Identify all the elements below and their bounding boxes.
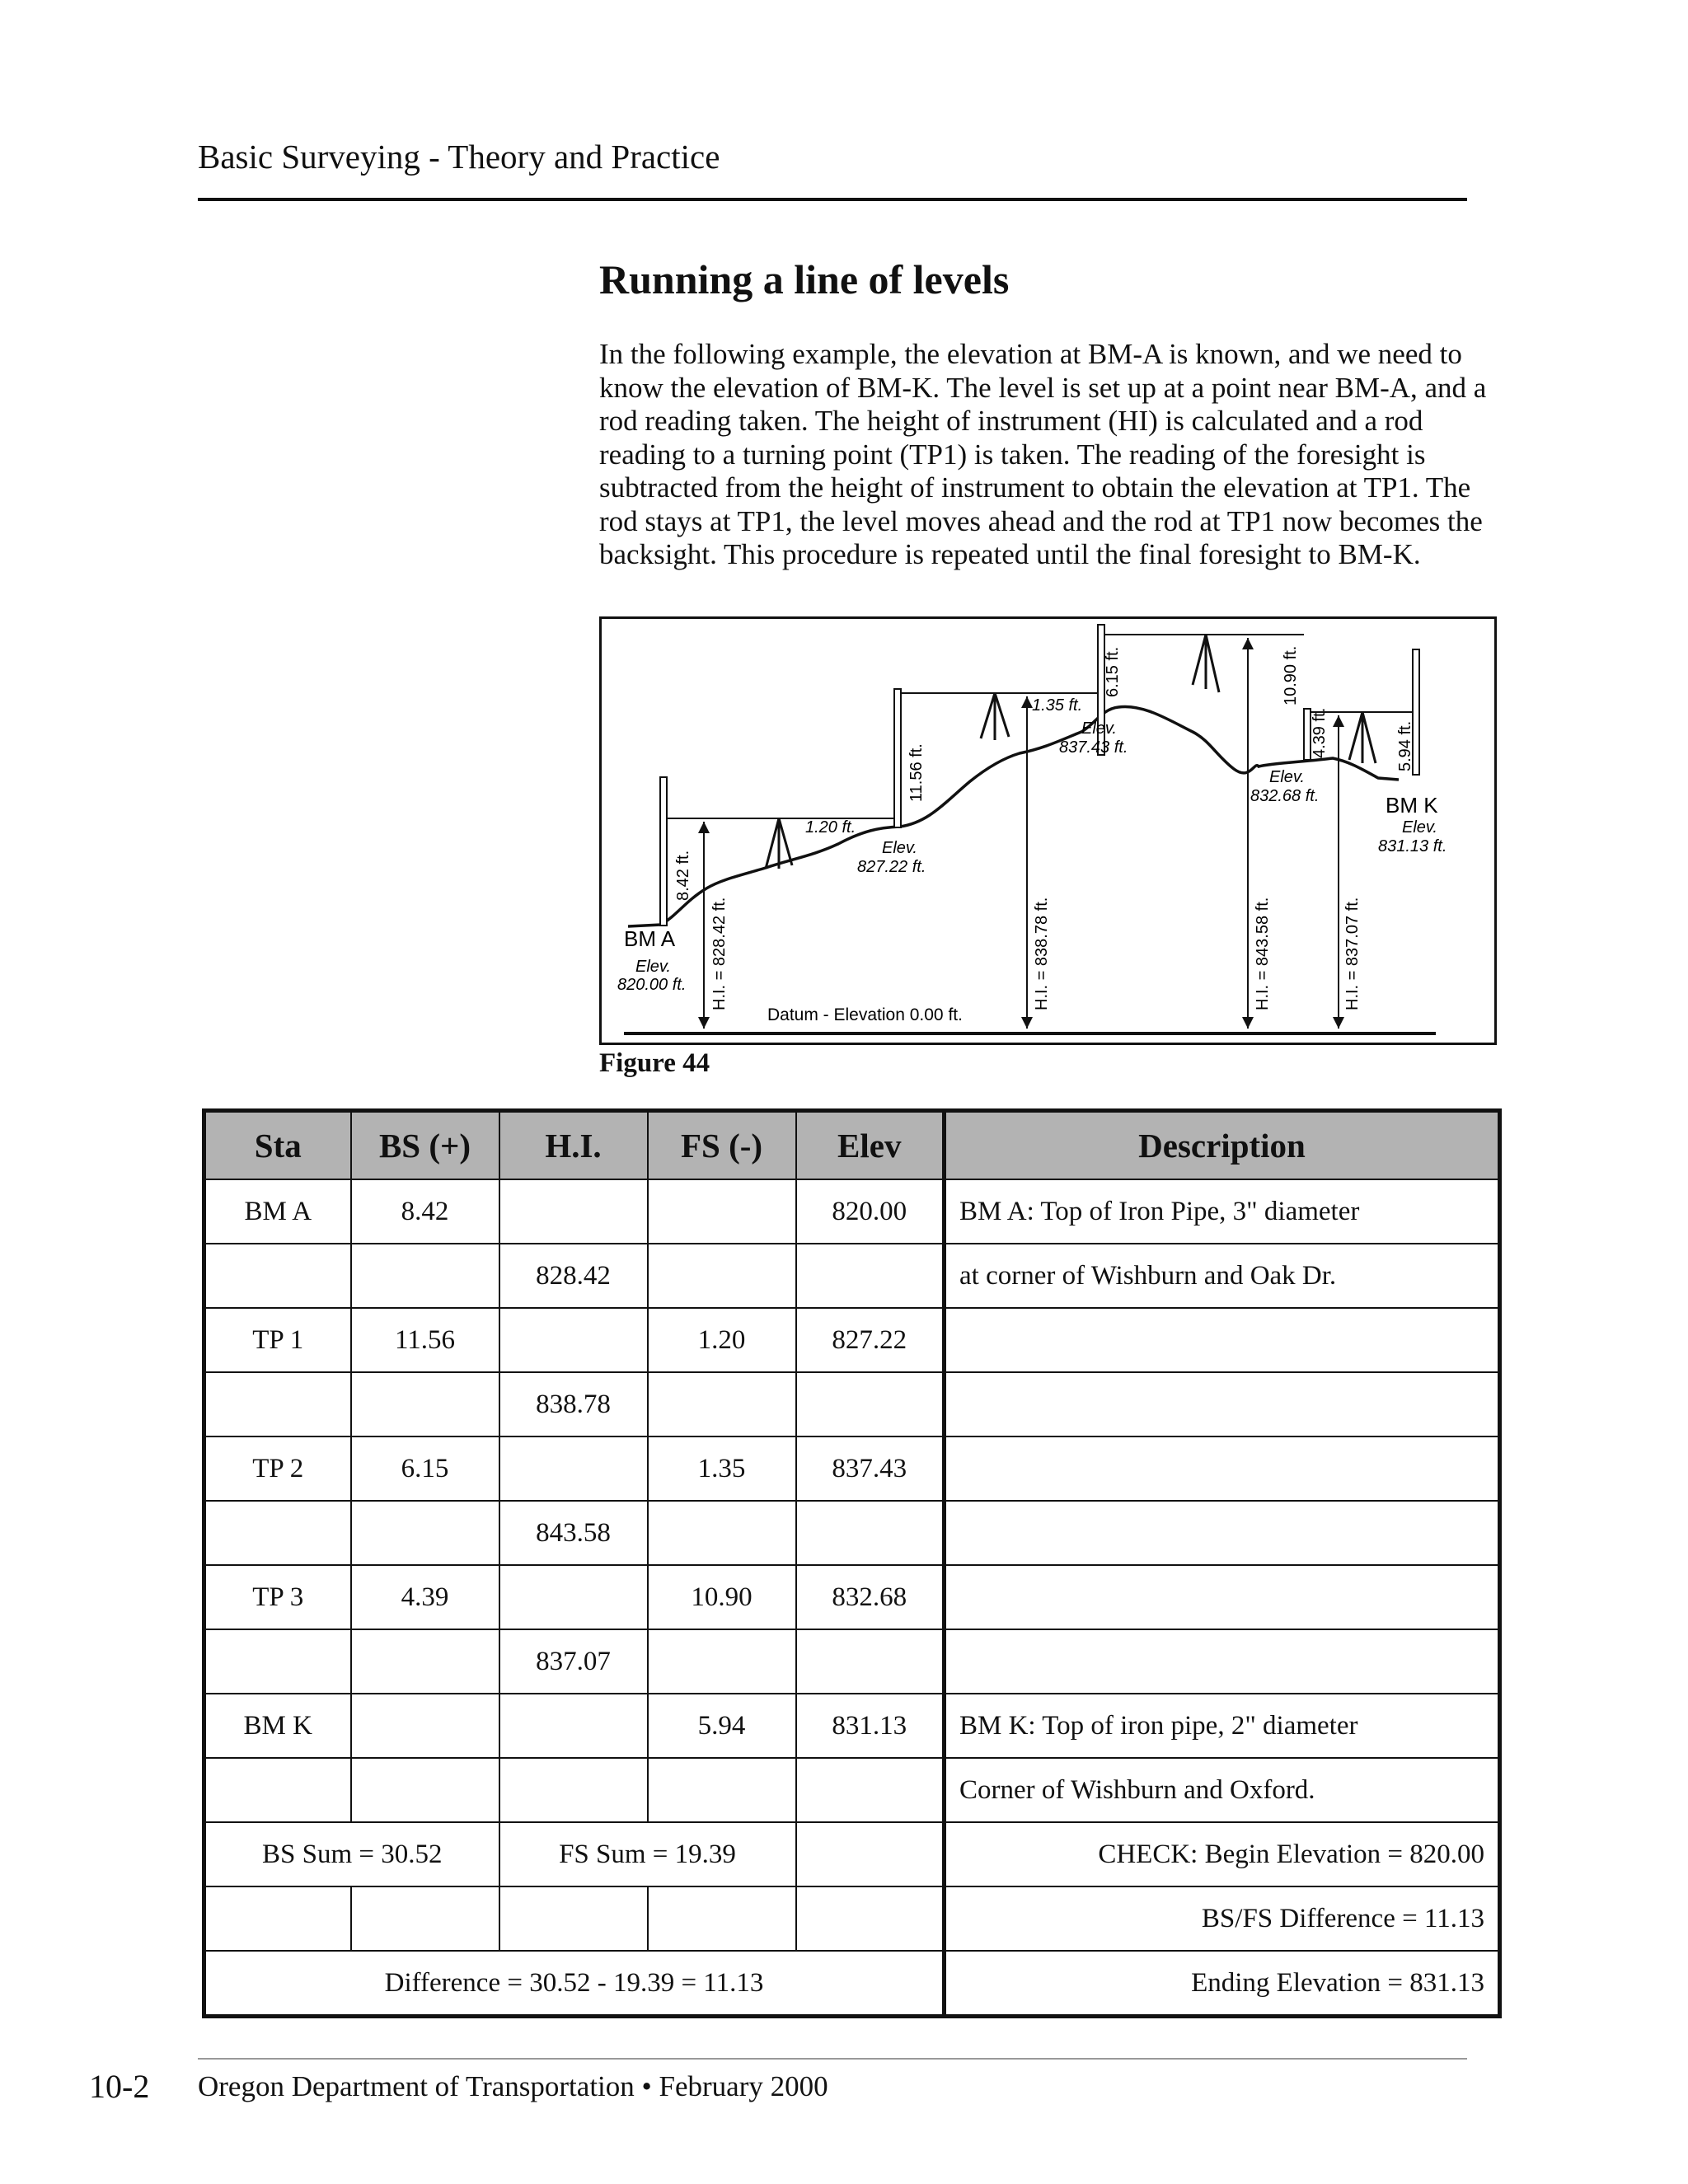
table-row — [204, 1372, 1500, 1436]
col-header: Description — [945, 1111, 1500, 1180]
bm-a-elev-word: Elev. — [635, 958, 671, 976]
footer-text: Oregon Department of Transportation • February 2000 — [198, 2070, 828, 2102]
empty-cell — [648, 1886, 796, 1951]
table-row — [204, 1758, 1500, 1822]
fs4-label: 5.94 ft. — [1396, 720, 1414, 771]
rod-bm-a — [660, 777, 667, 926]
empty-cell — [351, 1886, 499, 1951]
bs1-label: 8.42 ft. — [674, 850, 692, 901]
check-begin-cell: CHECK: Begin Elevation = 820.00 — [945, 1822, 1500, 1886]
bm-k-name: BM K — [1386, 793, 1438, 818]
hi-cell — [499, 1179, 648, 1244]
tp1-elev: 827.22 ft. — [857, 858, 926, 876]
station-cell: TP 3 — [204, 1565, 351, 1629]
station-cell — [204, 1629, 351, 1694]
table-header-row — [204, 1111, 1500, 1180]
station-cell — [204, 1758, 351, 1822]
tp3-elev: 832.68 ft. — [1250, 787, 1320, 805]
bs-sum-cell: BS Sum = 30.52 — [204, 1822, 499, 1886]
bm-a-name: BM A — [624, 926, 676, 951]
figure-caption: Figure 44 — [599, 1048, 710, 1078]
bsfs-difference-cell: BS/FS Difference = 11.13 — [945, 1886, 1500, 1951]
bs-cell: 6.15 — [351, 1436, 499, 1501]
fs-cell — [648, 1629, 796, 1694]
elev-cell — [796, 1629, 945, 1694]
description-cell: at corner of Wishburn and Oak Dr. — [945, 1244, 1500, 1308]
fs-cell — [648, 1758, 796, 1822]
fs3-label: 10.90 ft. — [1282, 645, 1300, 705]
bs-cell: 8.42 — [351, 1179, 499, 1244]
hi-cell — [499, 1694, 648, 1758]
elev-cell: 827.22 — [796, 1308, 945, 1372]
bs-cell — [351, 1694, 499, 1758]
col-header: FS (-) — [648, 1111, 796, 1180]
intro-paragraph: In the following example, the elevation at BM-A is known, and we need to know the elevation of BM-K. The level is set up at a point near BM-A, and a rod reading taken. The height of instrument (HI) is calculated and a rod reading to a turning point (TP1) is taken. The reading of the foresight is subtracted from the height of instrument to obtain the elevation at TP1. The rod stays at TP1, the level moves ahead and the rod at TP1 now becomes the backsight. This procedure is repeated until the final foresight to BM-K. — [599, 338, 1487, 570]
description-cell — [945, 1629, 1500, 1694]
description-cell — [945, 1436, 1500, 1501]
col-header: Sta — [204, 1111, 351, 1180]
hi-cell — [499, 1758, 648, 1822]
hi4-label: H.I. = 837.07 ft. — [1343, 897, 1362, 1010]
fs-cell: 10.90 — [648, 1565, 796, 1629]
ground-profile — [628, 706, 1399, 926]
elev-cell — [796, 1501, 945, 1565]
station-cell: BM A — [204, 1179, 351, 1244]
empty-cell — [204, 1886, 351, 1951]
description-cell: BM K: Top of iron pipe, 2" diameter — [945, 1694, 1500, 1758]
fs-cell — [648, 1179, 796, 1244]
table-row — [204, 1629, 1500, 1694]
hi-cell: 837.07 — [499, 1629, 648, 1694]
elev-cell: 820.00 — [796, 1179, 945, 1244]
station-cell: BM K — [204, 1694, 351, 1758]
hi-cell — [499, 1308, 648, 1372]
station-cell: TP 1 — [204, 1308, 351, 1372]
bs-cell: 11.56 — [351, 1308, 499, 1372]
bm-k-elev: 831.13 ft. — [1378, 837, 1447, 855]
fs-cell: 1.20 — [648, 1308, 796, 1372]
empty-cell — [796, 1886, 945, 1951]
fs-cell: 5.94 — [648, 1694, 796, 1758]
leveling-figure — [599, 616, 1497, 1045]
tp3-elev-word: Elev. — [1269, 768, 1305, 786]
table-row — [204, 1436, 1500, 1501]
fs-sum-cell: FS Sum = 19.39 — [499, 1822, 796, 1886]
hi-cell — [499, 1565, 648, 1629]
table-row — [204, 1694, 1500, 1758]
empty-cell — [499, 1886, 648, 1951]
table-row — [204, 1308, 1500, 1372]
empty-cell — [796, 1822, 945, 1886]
running-head: Basic Surveying - Theory and Practice — [198, 138, 720, 176]
footer-rule — [198, 2058, 1467, 2060]
elev-cell — [796, 1372, 945, 1436]
fs2-label: 1.35 ft. — [1032, 696, 1083, 715]
bs3-label: 6.15 ft. — [1104, 646, 1122, 697]
station-cell — [204, 1372, 351, 1436]
page-number: 10-2 — [89, 2068, 150, 2105]
description-cell — [945, 1372, 1500, 1436]
header-rule — [198, 198, 1467, 201]
hi3-label: H.I. = 843.58 ft. — [1254, 897, 1272, 1010]
hi2-label: H.I. = 838.78 ft. — [1033, 897, 1051, 1010]
rod-tp3 — [1304, 709, 1311, 760]
fs-cell: 1.35 — [648, 1436, 796, 1501]
ending-elevation-cell: Ending Elevation = 831.13 — [945, 1951, 1500, 2017]
station-cell — [204, 1244, 351, 1308]
bm-k-elev-word: Elev. — [1402, 818, 1437, 837]
fs-cell — [648, 1372, 796, 1436]
col-header: H.I. — [499, 1111, 648, 1180]
col-header: BS (+) — [351, 1111, 499, 1180]
fs1-label: 1.20 ft. — [805, 818, 856, 837]
bs-cell — [351, 1758, 499, 1822]
tp1-elev-word: Elev. — [882, 839, 917, 857]
table-row — [204, 1501, 1500, 1565]
datum-label: Datum - Elevation 0.00 ft. — [767, 1005, 963, 1024]
station-cell: TP 2 — [204, 1436, 351, 1501]
table-row-diff — [204, 1886, 1500, 1951]
bs-cell — [351, 1244, 499, 1308]
description-cell: BM A: Top of Iron Pipe, 3" diameter — [945, 1179, 1500, 1244]
bs2-label: 11.56 ft. — [907, 743, 926, 802]
station-cell — [204, 1501, 351, 1565]
bs-cell — [351, 1372, 499, 1436]
elev-cell: 831.13 — [796, 1694, 945, 1758]
table-row — [204, 1179, 1500, 1244]
bm-a-elev: 820.00 ft. — [617, 976, 687, 994]
section-title: Running a line of levels — [599, 256, 1010, 302]
table-row-ending — [204, 1951, 1500, 2017]
hi-cell: 828.42 — [499, 1244, 648, 1308]
bs-cell: 4.39 — [351, 1565, 499, 1629]
fs-cell — [648, 1244, 796, 1308]
table-row — [204, 1565, 1500, 1629]
hi-cell: 843.58 — [499, 1501, 648, 1565]
tp2-elev: 837.43 ft. — [1059, 738, 1128, 757]
hi1-label: H.I. = 828.42 ft. — [710, 897, 729, 1010]
col-header: Elev — [796, 1111, 945, 1180]
rod-tp1-fs — [894, 689, 901, 827]
elev-cell: 832.68 — [796, 1565, 945, 1629]
bs-cell — [351, 1501, 499, 1565]
elev-cell — [796, 1244, 945, 1308]
elev-cell — [796, 1758, 945, 1822]
description-cell: Corner of Wishburn and Oxford. — [945, 1758, 1500, 1822]
table-row — [204, 1244, 1500, 1308]
fs-cell — [648, 1501, 796, 1565]
bs-cell — [351, 1629, 499, 1694]
bs4-label: 4.39 ft. — [1311, 707, 1329, 758]
description-cell — [945, 1501, 1500, 1565]
description-cell — [945, 1565, 1500, 1629]
difference-cell: Difference = 30.52 - 19.39 = 11.13 — [204, 1951, 945, 2017]
elev-cell: 837.43 — [796, 1436, 945, 1501]
description-cell — [945, 1308, 1500, 1372]
table-row-sums — [204, 1822, 1500, 1886]
level-notes-table — [202, 1108, 1502, 2018]
tp2-elev-word: Elev. — [1081, 719, 1117, 738]
hi-cell — [499, 1436, 648, 1501]
hi-cell: 838.78 — [499, 1372, 648, 1436]
